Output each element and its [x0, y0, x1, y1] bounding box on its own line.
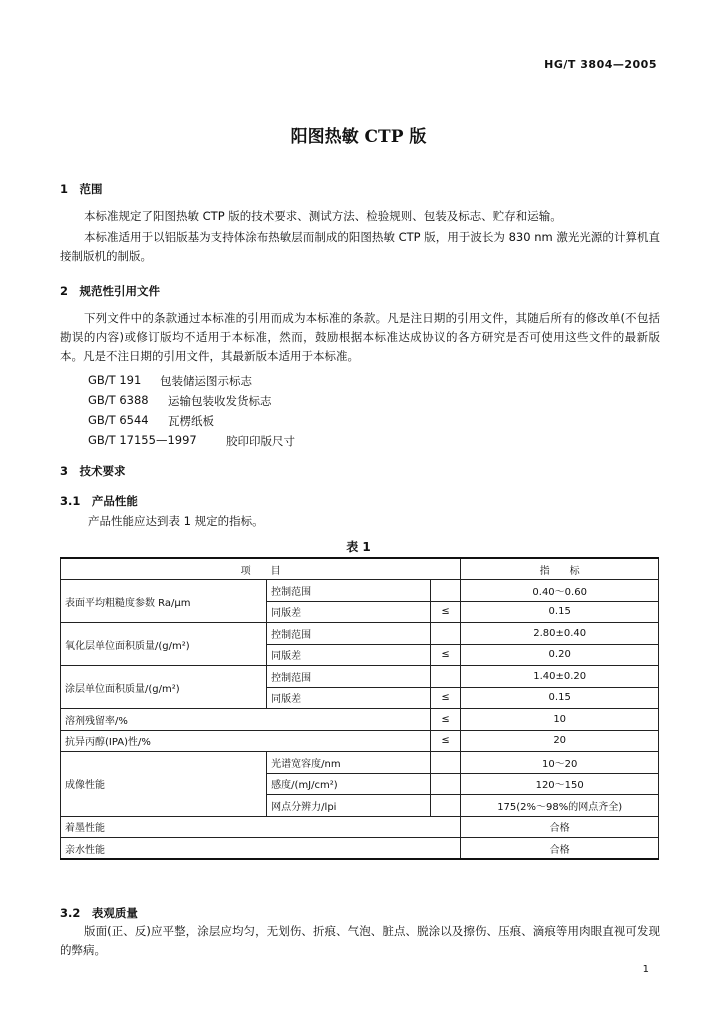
row-value: 20	[461, 730, 659, 752]
row-symbol: ≤	[430, 730, 461, 752]
row-name-ipa-resistance: 抗异丙醇(IPA)性/%	[61, 730, 431, 752]
section-3-1-heading: 3.1 产品性能	[60, 494, 138, 508]
section-3-heading: 3 技术要求	[60, 464, 126, 478]
row-sub: 感度/(mJ/cm²)	[267, 773, 431, 795]
section-1-paragraph-1: 本标准规定了阳图热敏 CTP 版的技术要求、测试方法、检验规则、包装及标志、贮存和运输。	[84, 209, 562, 223]
table-1-title: 表 1	[346, 540, 371, 554]
row-value: 0.15	[461, 601, 659, 623]
row-value: 175(2%～98%的网点齐全)	[461, 795, 659, 817]
row-value: 0.20	[461, 644, 659, 666]
row-value: 1.40±0.20	[461, 666, 659, 688]
row-symbol: ≤	[430, 687, 461, 709]
row-sub: 控制范围	[267, 580, 431, 602]
ref-3-code: GB/T 6544	[88, 413, 149, 427]
table-row	[61, 752, 659, 774]
table-row	[61, 580, 659, 602]
table-header-item: 项 目	[61, 558, 461, 580]
ref-3-name: 瓦楞纸板	[168, 414, 214, 428]
row-sub: 同版差	[267, 644, 431, 666]
row-name-solvent-residue: 溶剂残留率/%	[61, 709, 431, 731]
row-sub: 光谱宽容度/nm	[267, 752, 431, 774]
row-name-hydrophilicity: 亲水性能	[61, 838, 461, 860]
row-value: 合格	[461, 816, 659, 838]
row-name-coating-mass: 涂层单位面积质量/(g/m²)	[61, 666, 267, 709]
section-2-heading: 2 规范性引用文件	[60, 284, 161, 298]
section-3-2-heading: 3.2 表观质量	[60, 906, 138, 920]
row-symbol: ≤	[430, 601, 461, 623]
table-row	[61, 730, 659, 752]
row-name-roughness: 表面平均粗糙度参数 Ra/μm	[61, 580, 267, 623]
row-value: 合格	[461, 838, 659, 860]
row-value: 0.15	[461, 687, 659, 709]
section-1-paragraph-2: 本标准适用于以铝版基为支持体涂布热敏层而制成的阳图热敏 CTP 版，用于波长为 830 nm 激光光源的计算机直接制版机的制版。	[60, 230, 660, 263]
row-value: 2.80±0.40	[461, 623, 659, 645]
row-value: 10～20	[461, 752, 659, 774]
row-name-ink-receptivity: 着墨性能	[61, 816, 461, 838]
row-sub: 同版差	[267, 687, 431, 709]
table-row	[61, 666, 659, 688]
ref-1-name: 包装储运图示标志	[160, 374, 252, 388]
table-row	[61, 623, 659, 645]
section-3-2-paragraph: 版面(正、反)应平整，涂层应均匀，无划伤、折痕、气泡、脏点、脱涂以及擦伤、压痕、滴痕等用肉眼直视可发现的弊病。	[60, 924, 660, 957]
row-sub: 同版差	[267, 601, 431, 623]
table-row	[61, 816, 659, 838]
row-value: 0.40～0.60	[461, 580, 659, 602]
row-name-imaging: 成像性能	[61, 752, 267, 817]
table-row	[61, 838, 659, 860]
ref-4-code: GB/T 17155—1997	[88, 433, 197, 447]
row-name-oxide-mass: 氧化层单位面积质量/(g/m²)	[61, 623, 267, 666]
row-symbol: ≤	[430, 709, 461, 731]
table-1	[60, 557, 659, 860]
row-sub: 控制范围	[267, 666, 431, 688]
section-2-paragraph: 下列文件中的条款通过本标准的引用而成为本标准的条款。凡是注日期的引用文件，其随后所有的修改单(不包括勘误的内容)或修订版均不适用于本标准，然而，鼓励根据本标准达成协议的各方研究是否可使用这些文件的最新版本。凡是不注日期的引用文件，其最新版本适用于本标准。	[60, 311, 660, 363]
row-value: 10	[461, 709, 659, 731]
ref-4-name: 胶印印版尺寸	[226, 434, 295, 448]
standard-code: HG/T 3804—2005	[544, 58, 657, 71]
ref-2-name: 运输包装收发货标志	[168, 394, 272, 408]
section-3-1-paragraph: 产品性能应达到表 1 规定的指标。	[88, 514, 264, 528]
section-1-heading: 1 范围	[60, 182, 103, 196]
row-sub: 控制范围	[267, 623, 431, 645]
table-row	[61, 709, 659, 731]
ref-1-code: GB/T 191	[88, 373, 142, 387]
ref-2-code: GB/T 6388	[88, 393, 149, 407]
row-sub: 网点分辨力/lpi	[267, 795, 431, 817]
row-symbol: ≤	[430, 644, 461, 666]
page-number: 1	[642, 964, 649, 975]
row-value: 120～150	[461, 773, 659, 795]
document-title: 阳图热敏 CTP 版	[290, 127, 427, 147]
table-header-value: 指 标	[461, 558, 659, 580]
